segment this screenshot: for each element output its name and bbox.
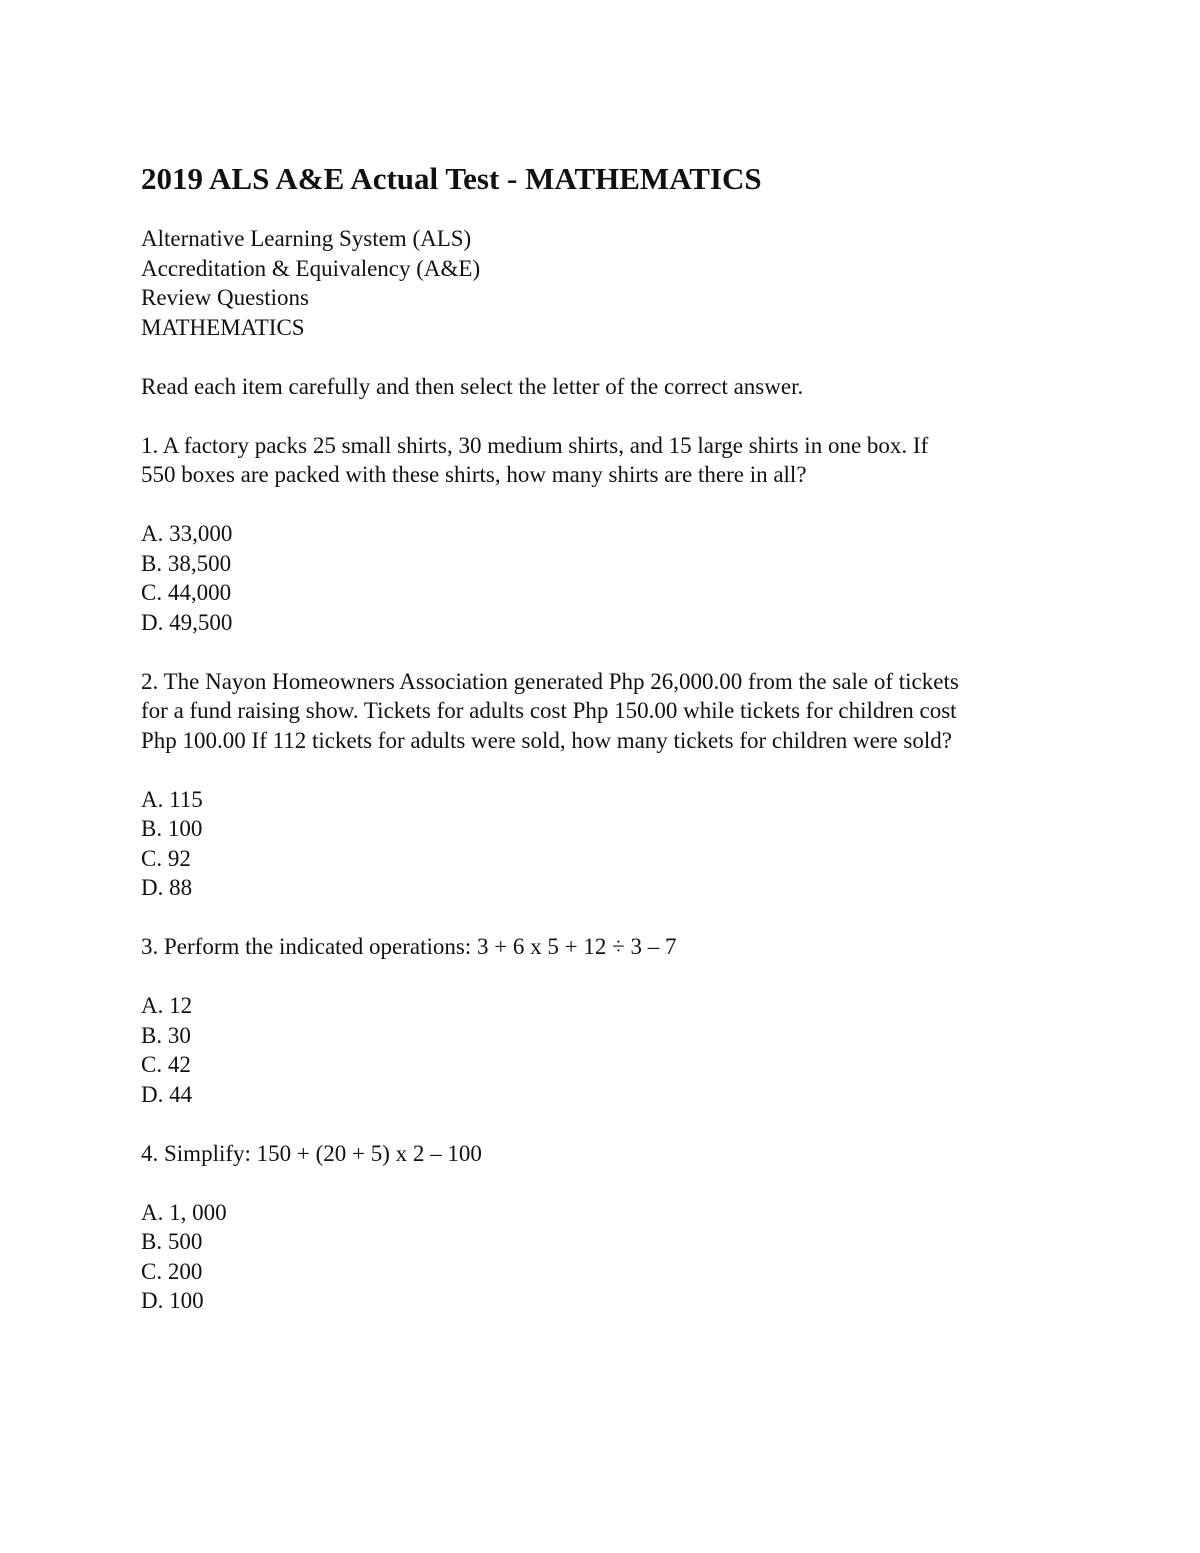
option-b: B. 30 — [141, 1022, 191, 1048]
answer-options — [141, 1198, 1101, 1316]
option-d: D. 100 — [141, 1288, 204, 1313]
question-text — [141, 932, 1101, 962]
option-b: B. 500 — [141, 1229, 203, 1254]
question-3 — [141, 932, 1101, 1109]
option-a: A. 33,000 — [141, 521, 233, 546]
question-text — [141, 667, 1101, 756]
option-d: D. 44 — [141, 1081, 193, 1107]
option-a: A. 12 — [141, 993, 193, 1018]
question-line: for a fund raising show. Tickets for adults cost Php 150.00 while tickets for children cost — [141, 698, 957, 723]
answer-options — [141, 785, 1101, 903]
option-d: D. 49,500 — [141, 609, 233, 635]
document-page — [141, 160, 1101, 1316]
instructions: Read each item carefully and then select the letter of the correct answer. — [141, 373, 804, 399]
answer-options — [141, 519, 1101, 637]
header-block — [141, 224, 1101, 342]
option-c: C. 92 — [141, 845, 191, 871]
option-d: D. 88 — [141, 875, 193, 900]
header-line-subject: MATHEMATICS — [141, 314, 305, 340]
option-a: A. 115 — [141, 786, 203, 812]
question-line: 2. The Nayon Homeowners Association generated Php 26,000.00 from the sale of tickets — [141, 668, 959, 694]
question-line: 3. Perform the indicated operations: 3 + 6 x 5 + 12 ÷ 3 – 7 — [141, 934, 677, 959]
question-line: Php 100.00 If 112 tickets for adults were sold, how many tickets for children were sold? — [141, 727, 952, 753]
document-title: 2019 ALS A&E Actual Test - MATHEMATICS — [141, 161, 762, 196]
option-c: C. 44,000 — [141, 580, 232, 605]
question-4 — [141, 1139, 1101, 1316]
question-text — [141, 1139, 1101, 1169]
option-c: C. 200 — [141, 1258, 203, 1284]
question-2 — [141, 667, 1101, 903]
option-b: B. 38,500 — [141, 550, 232, 576]
question-line: 4. Simplify: 150 + (20 + 5) x 2 – 100 — [141, 1140, 482, 1166]
option-b: B. 100 — [141, 816, 203, 841]
answer-options — [141, 991, 1101, 1109]
question-1 — [141, 431, 1101, 638]
header-line-accreditation: Accreditation & Equivalency (A&E) — [141, 255, 481, 281]
header-line-review: Review Questions — [141, 285, 310, 310]
option-a: A. 1, 000 — [141, 1199, 227, 1225]
question-line: 550 boxes are packed with these shirts, how many shirts are there in all? — [141, 462, 807, 487]
header-line-program: Alternative Learning System (ALS) — [141, 226, 472, 251]
question-text — [141, 431, 1101, 490]
question-line: 1. A factory packs 25 small shirts, 30 medium shirts, and 15 large shirts in one box. If — [141, 432, 929, 458]
option-c: C. 42 — [141, 1052, 191, 1077]
